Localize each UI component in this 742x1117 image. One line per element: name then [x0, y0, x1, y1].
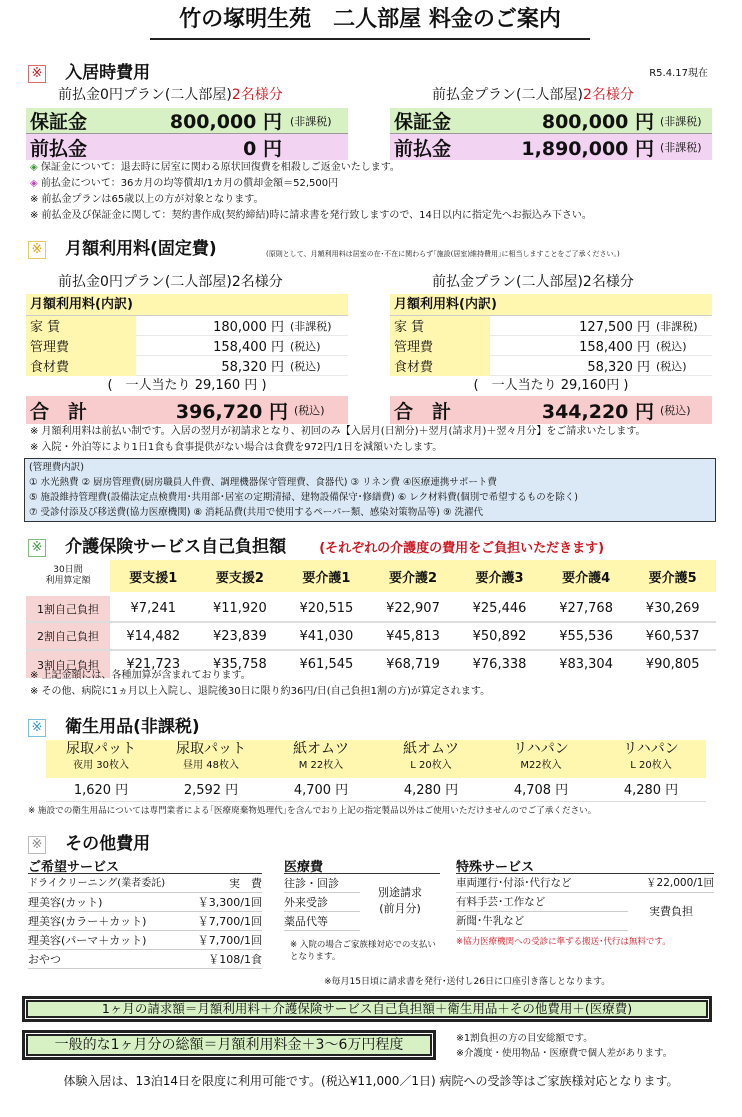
- level-header: 要介護4: [562, 570, 611, 586]
- fee-value: 158,400 円: [579, 340, 650, 355]
- prepay-value: 0 円: [243, 137, 282, 160]
- item-name: 紙オムツ: [293, 741, 349, 757]
- deposit-tax: (非課税): [660, 114, 702, 128]
- sp-value: 実費負担: [649, 905, 693, 918]
- fee-name: 管理費: [26, 336, 136, 356]
- wish-value: ￥7,700/1回: [197, 934, 262, 947]
- table-row: [26, 622, 716, 650]
- sp-row: [456, 874, 714, 893]
- cost-cell: ¥60,537: [645, 628, 700, 644]
- item-sub: 夜用 30枚入: [73, 760, 129, 771]
- hygiene-item: [596, 740, 706, 778]
- item-price: 1,620 円: [73, 783, 129, 798]
- cost-cell: ¥22,907: [386, 601, 440, 616]
- mgmt-line: ① 水光熱費 ② 厨房管理費(厨房職員人件費、調理機器保守管理費、食器代) ③ リネン費 ④医療連携サポート費: [29, 477, 497, 488]
- med-item: 外来受診: [284, 893, 360, 912]
- s1-left-deposit: [26, 108, 348, 134]
- fee-value: 58,320 円: [221, 360, 284, 375]
- fee-value: 58,320 円: [587, 360, 650, 375]
- prepay-value: 1,890,000 円: [521, 137, 654, 160]
- sp-value: ￥22,000/1回: [646, 877, 714, 889]
- section1-title: 入居時費用: [65, 63, 151, 83]
- fee-name: 食材費: [390, 356, 490, 376]
- corner-line: 30日間: [53, 565, 83, 575]
- fee-row: [390, 316, 712, 336]
- s1-plan-left: [58, 84, 283, 104]
- item-price: 4,280 円: [403, 783, 459, 798]
- row-label: 2割自己負担: [26, 622, 110, 650]
- date-stamp: R5.4.17現在: [649, 68, 708, 79]
- sp-names: [456, 893, 628, 931]
- total-row: [390, 396, 712, 424]
- fee-row: [390, 336, 712, 356]
- prepay-label: 前払金: [394, 137, 452, 160]
- fee-value: 127,500 円: [579, 320, 650, 335]
- section1-header: [28, 58, 150, 83]
- wish-title: ご希望サービス: [28, 856, 262, 874]
- cost-cell: ¥68,719: [386, 657, 440, 672]
- care-cost-table: [26, 560, 716, 678]
- wish-row: [28, 912, 262, 931]
- diamond-icon: ◈: [30, 178, 38, 189]
- mgmt-line: ⑤ 施設維持管理費(設備法定点検費用･共用部･居室の定期清掃、建物設備保守･修繕費) ⑥ レク材料費(個別で希望するものを除く): [29, 492, 578, 503]
- level-header: 要支援1: [129, 570, 178, 586]
- hygiene-item: [376, 740, 486, 778]
- wish-value: 実 費: [229, 877, 262, 890]
- deposit-label: 保証金: [394, 111, 452, 133]
- wish-value: ￥7,700/1回: [197, 915, 262, 928]
- hygiene-items: [46, 740, 706, 778]
- s1-notes: [30, 160, 720, 224]
- fee-row: [26, 356, 348, 376]
- hygiene-item: [486, 740, 596, 778]
- asterisk-icon: ※: [28, 65, 46, 83]
- item-sub: 昼用 48枚入: [183, 760, 239, 771]
- mgmt-line: (管理費内訳): [29, 462, 84, 473]
- total-label: 合 計: [394, 400, 452, 423]
- item-sub: L 20枚入: [630, 760, 672, 771]
- section3-title: 介護保険サービス自己負担額: [65, 537, 287, 557]
- item-sub: M22枚入: [520, 760, 562, 771]
- cost-cell: ¥20,515: [299, 601, 354, 616]
- sp-name: 新聞･牛乳など: [456, 912, 628, 931]
- mgmt-line: ⑦ 受診付添及び移送費(協力医療機関) ⑧ 消耗品費(共用で使用するペーパー類、感染対策物品等) ⑨ 洗濯代: [29, 507, 484, 518]
- fee-name: 家 賃: [26, 316, 136, 336]
- fee-tax: (非課税): [290, 319, 332, 333]
- wish-row: [28, 931, 262, 950]
- s2-left-block: [26, 294, 348, 424]
- section2-header: [28, 234, 217, 259]
- level-header: 要支援2: [215, 570, 264, 586]
- total-side-notes: [456, 1031, 672, 1061]
- item-name: リハパン: [623, 741, 679, 757]
- fee-tax: (税込): [656, 359, 687, 373]
- med-item: 薬品代等: [284, 912, 360, 931]
- sp-name: 車両運行･付添･代行など: [456, 877, 572, 889]
- level-header: 要介護1: [302, 570, 351, 586]
- note-line: [30, 176, 720, 192]
- s1-plan-right-name: 前払金プラン(二人部屋): [432, 87, 583, 103]
- wish-name: 理美容(パーマ＋カット): [28, 934, 147, 947]
- asterisk-icon: ※: [28, 241, 46, 259]
- section3-subtitle: (それぞれの介護度の費用をご負担いただきます): [319, 541, 605, 556]
- deposit-tax: (非課税): [290, 114, 332, 128]
- s2-plan-left: 前払金0円プラン(二人部屋)2名様分: [58, 274, 283, 290]
- fee-tax: (税込): [290, 359, 321, 373]
- section2-title: 月額利用料(固定費): [65, 239, 217, 259]
- cost-cell: ¥41,030: [299, 628, 354, 644]
- item-name: 紙オムツ: [403, 741, 459, 757]
- s2-plan-right: 前払金プラン(二人部屋)2名様分: [432, 274, 634, 290]
- wish-value: ￥108/1食: [208, 953, 262, 966]
- fee-name: 管理費: [390, 336, 490, 356]
- s1-plan-left-name: 前払金0円プラン(二人部屋): [58, 87, 232, 103]
- per-person: ( 一人当たり 29,160 円 ): [107, 378, 267, 393]
- wish-services: [28, 856, 262, 969]
- sp-title: 特殊サービス: [456, 856, 714, 874]
- cost-cell: ¥7,241: [130, 601, 177, 616]
- level-header: 要介護2: [388, 570, 437, 586]
- cost-cell: ¥21,723: [126, 657, 181, 672]
- item-name: リハパン: [513, 741, 569, 757]
- note-line: ※ 上記金額には、各種加算が含まれております。: [30, 670, 251, 681]
- s1-right-prepay: [390, 134, 712, 160]
- sp-note: ※協力医療機関への受診に準ずる搬送･代行は無料です。: [456, 937, 671, 947]
- total-tax: (税込): [294, 404, 325, 417]
- level-header: 要介護3: [475, 570, 524, 586]
- section3-header: [28, 532, 728, 557]
- total-value: 396,720 円: [175, 400, 288, 423]
- deposit-value: 800,000 円: [169, 111, 282, 133]
- special-services: [456, 856, 714, 947]
- asterisk-icon: ※: [28, 539, 46, 557]
- cost-cell: ¥11,920: [212, 601, 267, 616]
- med-note: ※ 入院の場合ご家族様対応での支払いとなります。: [290, 940, 436, 962]
- note-line: ※ 入院・外泊等により1日1食も食事提供がない場合は食費を972円/1日を減額いたします。: [30, 442, 443, 453]
- note-line: ※ 前払金プランは65歳以上の方が対象となります。: [30, 194, 264, 205]
- s2-notes: [30, 424, 720, 456]
- total-row: [26, 396, 348, 424]
- note-line: ※ 前払金及び保証金に関して：契約書作成(契約締結)時に請求書を発行致しますので、14日以内に指定先へお振込み下さい。: [30, 210, 592, 221]
- hygiene-item: [46, 740, 156, 778]
- item-sub: L 20枚入: [410, 760, 452, 771]
- level-header: 要介護5: [648, 570, 697, 586]
- deposit-value: 800,000 円: [541, 111, 654, 133]
- s2-subnote: (原則として、月額利用料は居室の在･不在に関わらず｢施設(居室)維持費用｣に相当しますことをご了承ください。): [266, 250, 620, 258]
- monthly-total-box: 一般的な1ヶ月分の総額＝月額利用料金＋3～6万円程度: [22, 1030, 436, 1060]
- item-price: 4,700 円: [293, 783, 349, 798]
- s2-header: 月額利用料(内訳): [390, 294, 712, 316]
- wish-row: [28, 893, 262, 912]
- section5-header: [28, 829, 150, 854]
- cost-cell: ¥45,813: [386, 628, 440, 644]
- note-text: 保証金について：退去時に居室に関わる原状回復費を相殺しご返金いたします。: [40, 162, 400, 173]
- note-line: ※ その他、病院に1ヵ月以上入院し、退院後30日に限り約36円/日(自己負担1割の方)が算定されます。: [30, 686, 491, 697]
- cost-cell: ¥23,839: [212, 628, 267, 644]
- medical-costs: [284, 856, 440, 963]
- row-label: 1割自己負担: [26, 594, 110, 622]
- fee-tax: (税込): [656, 339, 687, 353]
- wish-row: [28, 950, 262, 969]
- note-line: ※ 月額利用料は前払い制です。入居の翌月が初請求となり、初回のみ【入居月(日割分)＋翌月(請求月)＋翌々月分】をご請求いたします。: [30, 426, 646, 437]
- wish-name: 理美容(カラー＋カット): [28, 915, 147, 928]
- sp-rows-merged: [456, 893, 714, 931]
- cost-cell: ¥90,805: [645, 657, 700, 672]
- section4-title: 衛生用品(非課税): [65, 717, 200, 737]
- item-price: 2,592 円: [183, 783, 239, 798]
- total-tax: (税込): [660, 404, 691, 417]
- fee-row: [390, 356, 712, 376]
- cost-cell: ¥61,545: [299, 657, 354, 672]
- med-list: [284, 874, 360, 931]
- page-title: 竹の塚明生苑 二人部屋 料金のご案内: [179, 7, 561, 32]
- s1-right-deposit: [390, 108, 712, 134]
- s1-plan-right-persons: 2名様分: [582, 87, 634, 103]
- note-text: 前払金について：36カ月の均等償却/1カ月の償却金額＝52,500円: [40, 178, 339, 189]
- monthly-billing-box: 1ヶ月の請求額＝月額利用料＋介護保険サービス自己負担額＋衛生用品＋その他費用＋(医療費): [22, 996, 712, 1022]
- hygiene-item: [266, 740, 376, 778]
- item-name: 尿取パット: [176, 741, 246, 757]
- asterisk-icon: ※: [28, 836, 46, 854]
- item-price: 4,708 円: [513, 783, 569, 798]
- cost-cell: ¥50,892: [472, 628, 527, 644]
- section5-title: その他費用: [65, 834, 151, 854]
- asterisk-icon: ※: [28, 719, 46, 737]
- cost-cell: ¥35,758: [212, 657, 267, 672]
- fee-name: 食材費: [26, 356, 136, 376]
- fee-name: 家 賃: [390, 316, 490, 336]
- wish-value: ￥3,300/1回: [197, 896, 262, 909]
- s2-right-block: [390, 294, 712, 424]
- hygiene-prices: [46, 780, 706, 802]
- wish-row: [28, 874, 262, 893]
- cost-cell: ¥25,446: [472, 601, 527, 616]
- side-note: ※1割負担の方の目安総額です。: [456, 1033, 593, 1044]
- item-sub: M 22枚入: [298, 760, 344, 771]
- cost-cell: ¥83,304: [559, 657, 613, 672]
- care-header-row: [26, 560, 716, 594]
- note-line: [30, 160, 720, 176]
- side-note: ※介護度・使用物品・医療費で個人差があります。: [456, 1048, 673, 1059]
- cost-cell: ¥14,482: [126, 628, 181, 644]
- trial-stay-note: 体験入居は、13泊14日を限度に利用可能です。(税込¥11,000／1日) 病院への受診等はご家族様対応となります。: [63, 1074, 679, 1088]
- s1-plan-right: [432, 84, 634, 104]
- per-person: ( 一人当たり 29,160円 ): [473, 378, 629, 393]
- page-title-wrap: [150, 2, 590, 40]
- corner-line: 利用算定額: [45, 576, 91, 586]
- wish-name: おやつ: [28, 953, 61, 966]
- cost-cell: ¥30,269: [645, 601, 700, 616]
- med-title: 医療費: [284, 856, 440, 874]
- management-fee-box: [24, 458, 716, 522]
- item-price: 4,280 円: [623, 783, 679, 798]
- section4-header: [28, 712, 200, 737]
- cost-cell: ¥76,338: [472, 657, 527, 672]
- total-value: 344,220 円: [541, 400, 654, 423]
- table-row: [26, 594, 716, 622]
- s3-notes: [30, 668, 720, 700]
- fee-value: 180,000 円: [213, 320, 284, 335]
- cost-cell: ¥55,536: [559, 628, 613, 644]
- prepay-tax: (非課税): [660, 141, 702, 154]
- s2-header: 月額利用料(内訳): [26, 294, 348, 316]
- s1-plan-left-persons: 2名様分: [231, 87, 283, 103]
- fee-tax: (非課税): [656, 319, 698, 333]
- fee-tax: (税込): [290, 339, 321, 353]
- fee-row: [26, 316, 348, 336]
- med-value: 別途請求 (前月分): [378, 886, 422, 915]
- med-item: 往診・回診: [284, 874, 360, 893]
- wish-name: ドライクリーニング(業者委託): [28, 878, 166, 889]
- cost-cell: ¥27,768: [559, 601, 613, 616]
- deposit-label: 保証金: [30, 111, 88, 133]
- item-name: 尿取パット: [66, 741, 136, 757]
- fee-value: 158,400 円: [213, 340, 284, 355]
- fee-row: [26, 336, 348, 356]
- hygiene-item: [156, 740, 266, 778]
- row-label: 3割自己負担: [26, 650, 110, 678]
- s4-note: ※ 施設での衛生用品については専門業者による｢医療廃棄物処理代｣を含んでおり上記の指定製品以外はご使用いただけませんのでご了承ください。: [28, 806, 597, 816]
- total-label: 合 計: [30, 400, 88, 423]
- wish-name: 理美容(カット): [28, 896, 103, 909]
- corner-cell: [26, 560, 110, 594]
- diamond-icon: ◈: [30, 162, 38, 173]
- prepay-label: 前払金: [30, 137, 88, 160]
- med-body: [284, 874, 440, 931]
- s1-left-prepay: [26, 134, 348, 160]
- sp-name: 有料手芸･工作など: [456, 893, 628, 912]
- billing-note: ※毎月15日頃に請求書を発行･送付し26日に口座引き落しとなります。: [324, 977, 611, 987]
